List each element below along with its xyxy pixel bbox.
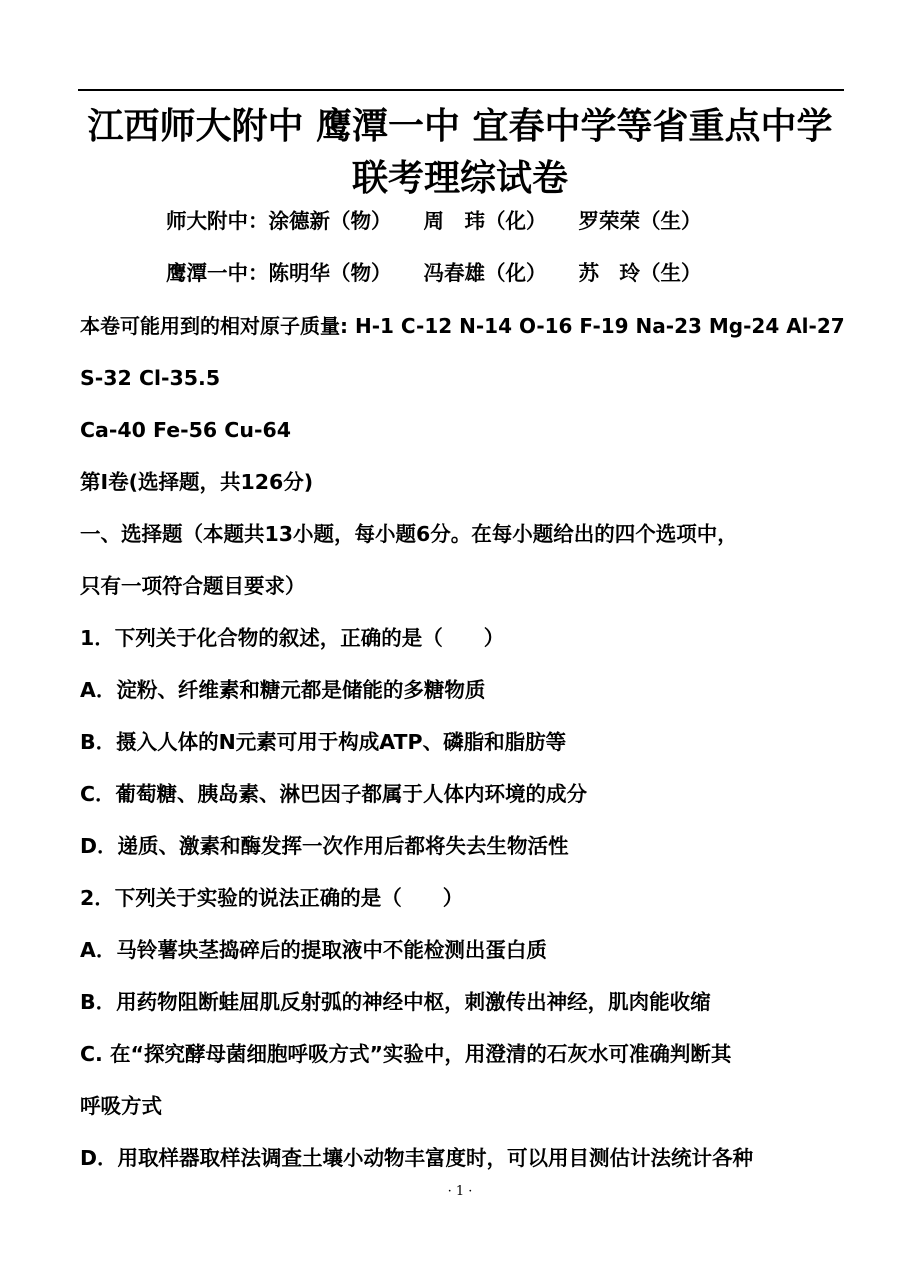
question-1-option-d: D．递质、激素和酶发挥一次作用后都将失去生物活性 xyxy=(80,834,569,858)
author-school: 鹰潭一中： xyxy=(166,261,269,285)
question-1-option-b: B．摄入人体的N元素可用于构成ATP、磷脂和脂肪等 xyxy=(80,730,567,754)
author-biology: 罗荣荣（生） xyxy=(578,209,702,233)
author-physics: 陈明华（物） xyxy=(268,261,392,285)
question-2-stem: 2．下列关于实验的说法正确的是（ ） xyxy=(80,886,464,910)
question-2-option-b: B．用药物阻断蛙屈肌反射弧的神经中枢，刺激传出神经，肌肉能收缩 xyxy=(80,990,711,1014)
page-title-line1: 江西师大附中 鹰潭一中 宜春中学等省重点中学 xyxy=(87,106,833,147)
author-chemistry: 冯春雄（化） xyxy=(423,261,547,285)
author-chemistry: 周 玮（化） xyxy=(423,209,547,233)
atomic-mass-line3: Ca-40 Fe-56 Cu-64 xyxy=(80,418,291,442)
question-1-option-a: A．淀粉、纤维素和糖元都是储能的多糖物质 xyxy=(80,678,486,702)
question-1-option-c: C．葡萄糖、胰岛素、淋巴因子都属于人体内环境的成分 xyxy=(80,782,588,806)
question-1-stem: 1．下列关于化合物的叙述，正确的是（ ） xyxy=(80,626,505,650)
authors-row-1 xyxy=(166,208,702,234)
atomic-mass-line1: 本卷可能用到的相对原子质量: H-1 C-12 N-14 O-16 F-19 Na-23 Mg-24 Al-27 xyxy=(80,314,845,338)
authors-row-2 xyxy=(166,260,702,286)
author-biology: 苏 玲（生） xyxy=(578,261,702,285)
page-title-line2: 联考理综试卷 xyxy=(351,158,568,199)
question-2-option-d: D．用取样器取样法调查土壤小动物丰富度时，可以用目测估计法统计各种 xyxy=(80,1146,754,1170)
question-2-option-c: C. 在“探究酵母菌细胞呼吸方式”实验中，用澄清的石灰水可准确判断其 xyxy=(80,1042,732,1066)
author-physics: 涂德新（物） xyxy=(268,209,392,233)
instruction-line2: 只有一项符合题目要求） xyxy=(80,574,306,598)
author-school: 师大附中： xyxy=(166,209,269,233)
question-2-option-a: A．马铃薯块茎捣碎后的提取液中不能检测出蛋白质 xyxy=(80,938,547,962)
page-number: · 1 · xyxy=(447,1184,473,1199)
atomic-mass-line2: S-32 Cl-35.5 xyxy=(80,366,221,390)
question-2-option-c-cont: 呼吸方式 xyxy=(80,1094,162,1118)
section-part: 第Ⅰ卷(选择题，共126分) xyxy=(80,470,314,494)
header-rule xyxy=(78,89,844,91)
instruction-line1: 一、选择题（本题共13小题，每小题6分。在每小题给出的四个选项中， xyxy=(80,522,738,546)
